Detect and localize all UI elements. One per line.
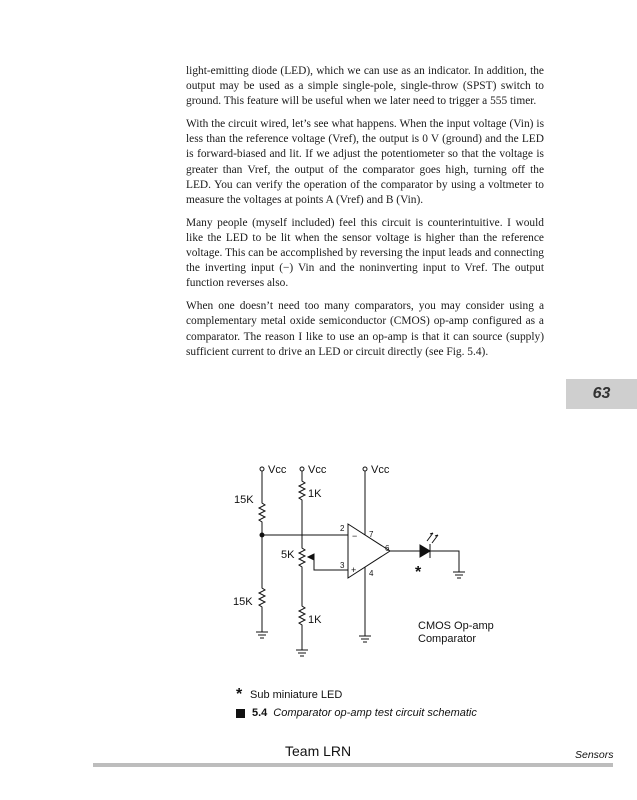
resistor-label: 1K [308,488,322,500]
resistor-label: 15K [233,596,253,608]
wiper-arrow [308,554,314,560]
paragraph: light-emitting diode (LED), which we can use as an indicator. In addition, the output may be used as a simple single-pole, single-throw (SPST) switch to ground. This feature will be useful when we later need to trigger a 555 timer. [186,65,544,108]
ground-symbol [296,650,308,656]
ground-symbol [453,572,465,578]
circuit-schematic [220,455,520,670]
footer-title: Team LRN [285,743,352,759]
led-marker: * [415,564,422,581]
middle-chain-wire [299,471,305,650]
led-ground-wire [430,551,459,572]
plus-sign: + [351,565,357,575]
vcc-label: Vcc [308,464,327,476]
left-divider-wire [259,471,265,632]
resistor-label: 15K [234,494,254,506]
pin-number: 3 [340,561,345,570]
caption-text: Comparator op-amp test circuit schematic [273,707,477,719]
pin-number: 6 [385,544,390,553]
paragraph: With the circuit wired, let’s see what happens. When the input voltage (Vin) is less than the reference voltage (Vref), the output is 0 V (ground) and the LED is forward-biased and lit. If we adjust the potentiometer so that the voltage is greater than Vref, the output of the comparator goes high, turning off the LED. You can verify the operation of the comparator by using a voltmeter to measure the voltages at points A (Vref) and B (Vin). [186,118,544,206]
ground-symbol [256,632,268,638]
resistor-label: 1K [308,614,322,626]
legend-row [236,686,477,704]
figure-number: 5.4 [252,707,268,719]
footer-rule [93,763,613,767]
minus-sign: − [352,531,358,541]
paragraph: When one doesn’t need too many comparators, you may consider using a complementary metal oxide semiconductor (CMOS) op-amp configured as a comparator. The reason I like to use an op-amp is that it can source (supply) sufficient current to drive an LED or circuit directly (see Fig. 5.4). [186,300,544,358]
legend-text: Sub miniature LED [250,689,343,701]
paragraph: Many people (myself included) feel this circuit is counterintuitive. I would like the LED to be lit when the sensor voltage is higher than the reference voltage. This can be accomplished by reversing the input leads and connecting the inverting input (−) Vin and the noninverting input to Vref. The output function reverses also. [186,216,544,290]
pin-number: 4 [369,569,374,578]
vcc-terminal [260,467,264,471]
schematic-title: Comparator [418,633,477,645]
star-marker: * [236,686,243,703]
vcc-label: Vcc [268,464,287,476]
led-light-icon [427,533,438,543]
footer-section: Sensors [575,749,614,761]
vcc-terminal [363,467,367,471]
pin-number: 7 [369,530,374,539]
resistor-label: 5K [281,549,295,561]
body-text [186,64,544,368]
page-number: 63 [592,385,611,402]
pin-number: 2 [340,524,345,533]
vcc-label: Vcc [371,464,390,476]
vcc-terminal [300,467,304,471]
caption-square-icon [236,709,245,718]
ground-symbol [359,636,371,642]
page-number-tab [566,379,637,409]
figure-caption [236,704,477,722]
schematic-title: CMOS Op-amp [418,620,494,632]
figure-legend [236,686,477,722]
led-icon [420,545,430,557]
